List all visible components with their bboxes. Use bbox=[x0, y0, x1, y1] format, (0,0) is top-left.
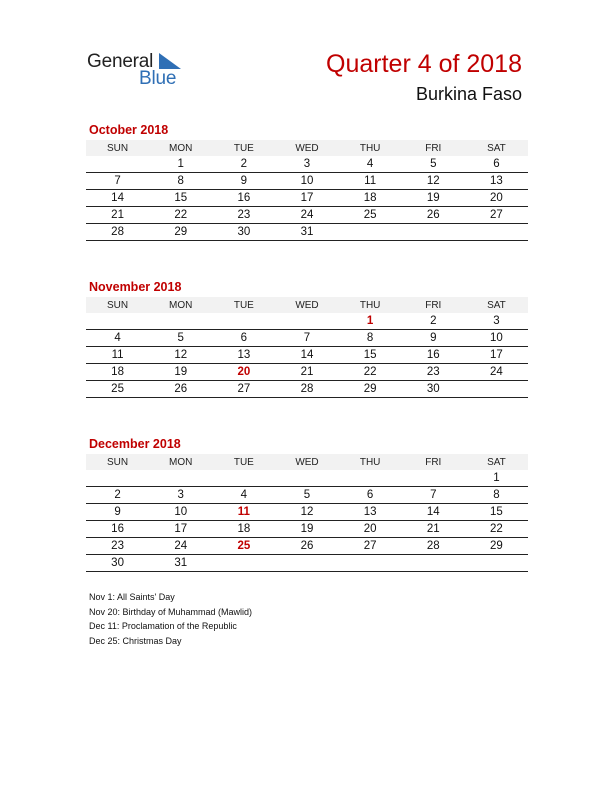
holiday-note: Nov 1: All Saints' Day bbox=[89, 592, 175, 602]
day-cell: 13 bbox=[212, 347, 275, 364]
holiday-note: Dec 11: Proclamation of the Republic bbox=[89, 621, 237, 631]
day-cell: 20 bbox=[339, 521, 402, 538]
day-cell: 6 bbox=[465, 156, 528, 173]
weekday-header: THU bbox=[339, 454, 402, 470]
logo-text-general: General bbox=[87, 51, 154, 72]
day-cell: 13 bbox=[465, 173, 528, 190]
day-cell bbox=[86, 313, 149, 330]
week-row bbox=[86, 381, 528, 398]
calendar-grid bbox=[86, 140, 528, 241]
day-cell: 28 bbox=[275, 381, 338, 398]
weekday-header: SAT bbox=[465, 140, 528, 156]
day-cell bbox=[402, 224, 465, 241]
week-row bbox=[86, 487, 528, 504]
weekday-header: SAT bbox=[465, 454, 528, 470]
day-cell: 18 bbox=[212, 521, 275, 538]
day-cell: 14 bbox=[275, 347, 338, 364]
day-cell bbox=[402, 470, 465, 487]
day-cell: 7 bbox=[86, 173, 149, 190]
day-cell: 29 bbox=[149, 224, 212, 241]
day-cell: 19 bbox=[402, 190, 465, 207]
weekday-header: THU bbox=[339, 140, 402, 156]
week-row bbox=[86, 504, 528, 521]
weekday-header: WED bbox=[275, 454, 338, 470]
weekday-header: TUE bbox=[212, 140, 275, 156]
day-cell bbox=[275, 313, 338, 330]
day-cell: 29 bbox=[339, 381, 402, 398]
day-cell: 3 bbox=[275, 156, 338, 173]
day-cell bbox=[149, 313, 212, 330]
week-row bbox=[86, 470, 528, 487]
day-cell bbox=[402, 555, 465, 572]
day-cell: 26 bbox=[275, 538, 338, 555]
day-cell: 23 bbox=[212, 207, 275, 224]
week-row bbox=[86, 364, 528, 381]
day-cell: 26 bbox=[149, 381, 212, 398]
week-row bbox=[86, 190, 528, 207]
day-cell: 8 bbox=[465, 487, 528, 504]
weekday-header: WED bbox=[275, 297, 338, 313]
day-cell: 4 bbox=[339, 156, 402, 173]
day-cell: 29 bbox=[465, 538, 528, 555]
day-cell: 28 bbox=[86, 224, 149, 241]
day-cell bbox=[465, 555, 528, 572]
weekday-header: WED bbox=[275, 140, 338, 156]
day-cell: 1 bbox=[149, 156, 212, 173]
day-cell bbox=[212, 470, 275, 487]
day-cell: 2 bbox=[86, 487, 149, 504]
weekday-header: THU bbox=[339, 297, 402, 313]
day-cell: 21 bbox=[402, 521, 465, 538]
day-cell: 16 bbox=[212, 190, 275, 207]
day-cell: 20 bbox=[465, 190, 528, 207]
day-cell: 17 bbox=[465, 347, 528, 364]
day-cell: 6 bbox=[212, 330, 275, 347]
day-cell: 4 bbox=[212, 487, 275, 504]
day-cell: 11 bbox=[212, 504, 275, 521]
day-cell bbox=[212, 555, 275, 572]
day-cell: 9 bbox=[402, 330, 465, 347]
day-cell: 21 bbox=[275, 364, 338, 381]
day-cell: 24 bbox=[149, 538, 212, 555]
day-cell: 6 bbox=[339, 487, 402, 504]
day-cell bbox=[465, 224, 528, 241]
day-cell: 25 bbox=[86, 381, 149, 398]
weekday-header-row bbox=[86, 454, 528, 470]
day-cell: 27 bbox=[465, 207, 528, 224]
weekday-header: SAT bbox=[465, 297, 528, 313]
day-cell: 14 bbox=[402, 504, 465, 521]
week-row bbox=[86, 347, 528, 364]
holiday-note: Dec 25: Christmas Day bbox=[89, 635, 182, 646]
day-cell: 27 bbox=[339, 538, 402, 555]
day-cell: 22 bbox=[149, 207, 212, 224]
day-cell: 17 bbox=[275, 190, 338, 207]
day-cell: 22 bbox=[339, 364, 402, 381]
day-cell: 18 bbox=[339, 190, 402, 207]
month-december bbox=[86, 436, 528, 572]
day-cell bbox=[465, 381, 528, 398]
day-cell: 9 bbox=[86, 504, 149, 521]
week-row bbox=[86, 555, 528, 572]
calendar-grid bbox=[86, 297, 528, 398]
weekday-header: SUN bbox=[86, 297, 149, 313]
day-cell: 23 bbox=[402, 364, 465, 381]
day-cell bbox=[212, 313, 275, 330]
day-cell: 20 bbox=[212, 364, 275, 381]
logo-text-blue: Blue bbox=[139, 68, 177, 89]
day-cell bbox=[86, 156, 149, 173]
day-cell: 30 bbox=[402, 381, 465, 398]
day-cell: 2 bbox=[402, 313, 465, 330]
day-cell: 3 bbox=[149, 487, 212, 504]
calendar-grid bbox=[86, 454, 528, 572]
day-cell: 2 bbox=[212, 156, 275, 173]
day-cell: 1 bbox=[465, 470, 528, 487]
day-cell: 16 bbox=[402, 347, 465, 364]
day-cell: 8 bbox=[339, 330, 402, 347]
day-cell bbox=[149, 470, 212, 487]
day-cell: 5 bbox=[402, 156, 465, 173]
day-cell: 31 bbox=[149, 555, 212, 572]
day-cell: 9 bbox=[212, 173, 275, 190]
day-cell bbox=[339, 224, 402, 241]
week-row bbox=[86, 538, 528, 555]
day-cell: 23 bbox=[86, 538, 149, 555]
day-cell: 12 bbox=[149, 347, 212, 364]
day-cell: 15 bbox=[149, 190, 212, 207]
day-cell: 31 bbox=[275, 224, 338, 241]
day-cell: 8 bbox=[149, 173, 212, 190]
day-cell: 7 bbox=[275, 330, 338, 347]
day-cell: 14 bbox=[86, 190, 149, 207]
weekday-header: TUE bbox=[212, 297, 275, 313]
country-name: Burkina Faso bbox=[415, 84, 522, 104]
week-row bbox=[86, 207, 528, 224]
week-row bbox=[86, 330, 528, 347]
day-cell: 19 bbox=[149, 364, 212, 381]
month-october bbox=[86, 122, 528, 241]
day-cell: 4 bbox=[86, 330, 149, 347]
weekday-header: FRI bbox=[402, 297, 465, 313]
weekday-header: MON bbox=[149, 454, 212, 470]
day-cell: 27 bbox=[212, 381, 275, 398]
week-row bbox=[86, 521, 528, 538]
day-cell: 16 bbox=[86, 521, 149, 538]
day-cell: 22 bbox=[465, 521, 528, 538]
day-cell: 30 bbox=[86, 555, 149, 572]
weekday-header: SUN bbox=[86, 454, 149, 470]
day-cell: 10 bbox=[149, 504, 212, 521]
weekday-header: MON bbox=[149, 140, 212, 156]
day-cell: 5 bbox=[275, 487, 338, 504]
page-title: Quarter 4 of 2018 bbox=[326, 50, 522, 78]
day-cell bbox=[339, 555, 402, 572]
day-cell: 24 bbox=[275, 207, 338, 224]
weekday-header: MON bbox=[149, 297, 212, 313]
generalblue-logo bbox=[87, 51, 197, 91]
day-cell: 13 bbox=[339, 504, 402, 521]
weekday-header-row bbox=[86, 297, 528, 313]
day-cell: 10 bbox=[275, 173, 338, 190]
day-cell: 18 bbox=[86, 364, 149, 381]
day-cell bbox=[275, 555, 338, 572]
day-cell: 11 bbox=[86, 347, 149, 364]
day-cell: 5 bbox=[149, 330, 212, 347]
day-cell: 17 bbox=[149, 521, 212, 538]
day-cell: 10 bbox=[465, 330, 528, 347]
day-cell: 11 bbox=[339, 173, 402, 190]
day-cell: 7 bbox=[402, 487, 465, 504]
month-title: December 2018 bbox=[89, 437, 181, 451]
day-cell: 12 bbox=[275, 504, 338, 521]
holiday-notes bbox=[89, 590, 252, 648]
weekday-header: FRI bbox=[402, 140, 465, 156]
month-title: November 2018 bbox=[89, 280, 182, 294]
logo-triangle-icon bbox=[159, 53, 181, 69]
holiday-note: Nov 20: Birthday of Muhammad (Mawlid) bbox=[89, 606, 253, 617]
week-row bbox=[86, 156, 528, 173]
month-title: October 2018 bbox=[89, 123, 169, 137]
week-row bbox=[86, 173, 528, 190]
weekday-header: FRI bbox=[402, 454, 465, 470]
day-cell: 12 bbox=[402, 173, 465, 190]
day-cell bbox=[275, 470, 338, 487]
day-cell: 21 bbox=[86, 207, 149, 224]
day-cell: 26 bbox=[402, 207, 465, 224]
month-november bbox=[86, 279, 528, 398]
weekday-header: SUN bbox=[86, 140, 149, 156]
day-cell: 19 bbox=[275, 521, 338, 538]
day-cell: 15 bbox=[465, 504, 528, 521]
day-cell bbox=[86, 470, 149, 487]
day-cell: 15 bbox=[339, 347, 402, 364]
day-cell: 28 bbox=[402, 538, 465, 555]
day-cell: 24 bbox=[465, 364, 528, 381]
day-cell bbox=[339, 470, 402, 487]
day-cell: 3 bbox=[465, 313, 528, 330]
day-cell: 25 bbox=[339, 207, 402, 224]
day-cell: 25 bbox=[212, 538, 275, 555]
week-row bbox=[86, 224, 528, 241]
weekday-header-row bbox=[86, 140, 528, 156]
day-cell: 30 bbox=[212, 224, 275, 241]
week-row bbox=[86, 313, 528, 330]
weekday-header: TUE bbox=[212, 454, 275, 470]
day-cell: 1 bbox=[339, 313, 402, 330]
